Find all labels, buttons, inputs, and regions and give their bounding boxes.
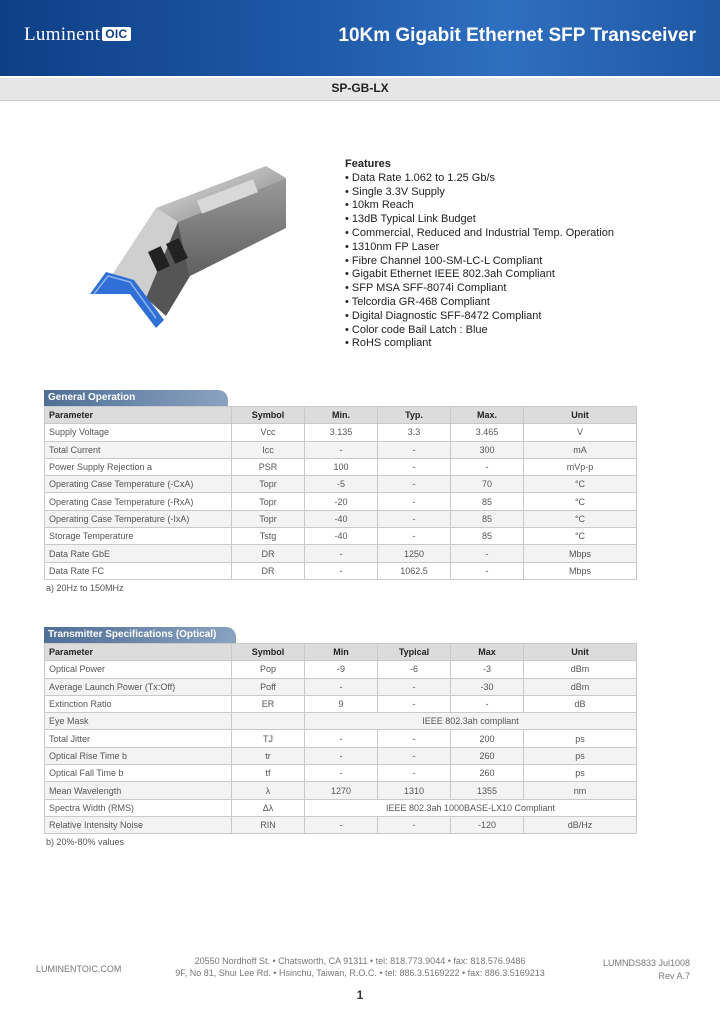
feature-item: • 10km Reach: [345, 199, 414, 212]
table-cell: -: [305, 562, 378, 579]
table-cell: -: [378, 458, 451, 475]
feature-item: • Fibre Channel 100-SM-LC-L Compliant: [345, 254, 543, 267]
table-cell: dB: [524, 695, 637, 712]
table-cell: [232, 713, 305, 730]
table-cell: -: [378, 816, 451, 833]
table-cell: Data Rate FC: [45, 562, 232, 579]
table-cell: -: [451, 562, 524, 579]
table-cell: Operating Case Temperature (-IxA): [45, 510, 232, 527]
table-cell: Extinction Ratio: [45, 695, 232, 712]
table-cell: DR: [232, 562, 305, 579]
table-row: [45, 562, 637, 579]
table-cell: -: [378, 510, 451, 527]
table-row: [45, 816, 637, 833]
table-cell: 100: [305, 458, 378, 475]
table-cell: 85: [451, 493, 524, 510]
table-cell: Eye Mask: [45, 713, 232, 730]
logo-text: Luminent: [24, 24, 101, 45]
table-cell: -: [305, 678, 378, 695]
table-cell: -: [378, 730, 451, 747]
table-cell: -: [305, 441, 378, 458]
table-cell: 260: [451, 747, 524, 764]
table-cell: Vcc: [232, 424, 305, 441]
table-cell: 9: [305, 695, 378, 712]
table-row: [45, 765, 637, 782]
table-cell: 1355: [451, 782, 524, 799]
table-cell: Δλ: [232, 799, 305, 816]
table-cell: ER: [232, 695, 305, 712]
table-row: [45, 747, 637, 764]
table-row: [45, 476, 637, 493]
table-cell: -: [378, 747, 451, 764]
part-number-bar: [0, 78, 720, 101]
transmitter-title: Transmitter Specifications (Optical): [44, 627, 236, 643]
part-number: SP-GB-LX: [331, 81, 389, 95]
col-header: Min.: [305, 407, 378, 424]
table-cell: mA: [524, 441, 637, 458]
table-cell: Relative Intensity Noise: [45, 816, 232, 833]
table-cell: DR: [232, 545, 305, 562]
table-cell: °C: [524, 510, 637, 527]
table-cell: -: [378, 528, 451, 545]
table-cell: dB/Hz: [524, 816, 637, 833]
table-cell: Pop: [232, 661, 305, 678]
col-header: Typical: [378, 644, 451, 661]
col-header: Max.: [451, 407, 524, 424]
table-cell: -9: [305, 661, 378, 678]
col-header: Symbol: [232, 644, 305, 661]
table-row: [45, 782, 637, 799]
company-logo: [24, 24, 131, 46]
table-cell: -: [378, 765, 451, 782]
table-cell: -: [305, 816, 378, 833]
table-cell: 1270: [305, 782, 378, 799]
table-cell: -40: [305, 510, 378, 527]
table-row: [45, 528, 637, 545]
table-cell: PSR: [232, 458, 305, 475]
footer-doc-info: [603, 957, 690, 983]
feature-item: • Color code Bail Latch : Blue: [345, 323, 488, 336]
table-row: [45, 458, 637, 475]
footer-address-us: 20550 Nordhoff St. • Chatsworth, CA 91311 • tel: 818.773.9044 • fax: 818.576.9486: [194, 956, 526, 966]
table-cell: -6: [378, 661, 451, 678]
table-cell: °C: [524, 493, 637, 510]
table-cell: Optical Power: [45, 661, 232, 678]
table-cell: -: [378, 441, 451, 458]
page-number: 1: [356, 988, 364, 1002]
sfp-transceiver-image: [86, 148, 296, 333]
table-row: [45, 799, 637, 816]
footer-website[interactable]: LUMINENTOIC.COM: [36, 964, 122, 974]
table-cell: λ: [232, 782, 305, 799]
table-cell: Storage Temperature: [45, 528, 232, 545]
table-cell: Tstg: [232, 528, 305, 545]
table-cell: -: [305, 747, 378, 764]
features-list: [345, 158, 614, 351]
feature-item: • Single 3.3V Supply: [345, 185, 445, 198]
document-title: 10Km Gigabit Ethernet SFP Transceiver: [338, 25, 696, 46]
table-cell: -5: [305, 476, 378, 493]
table-row: [45, 730, 637, 747]
table-cell: Supply Voltage: [45, 424, 232, 441]
table-cell: Total Jitter: [45, 730, 232, 747]
feature-item: • Telcordia GR-468 Compliant: [345, 295, 490, 308]
table-cell: -: [305, 545, 378, 562]
feature-item: • 1310nm FP Laser: [345, 240, 440, 253]
table-cell: Optical Rise Time b: [45, 747, 232, 764]
col-header: Unit: [524, 644, 637, 661]
general-operation-title: General Operation: [44, 390, 228, 406]
header-banner: [0, 0, 720, 76]
table-cell: Average Launch Power (Tx:Off): [45, 678, 232, 695]
feature-item: • Gigabit Ethernet IEEE 802.3ah Compliant: [345, 268, 555, 281]
table-cell: 1062.5: [378, 562, 451, 579]
features-heading: Features: [345, 158, 391, 170]
table-cell: ps: [524, 730, 637, 747]
table-cell: tr: [232, 747, 305, 764]
table-cell: Topr: [232, 476, 305, 493]
table-cell: Icc: [232, 441, 305, 458]
table-cell: -: [305, 730, 378, 747]
table-cell: Operating Case Temperature (-RxA): [45, 493, 232, 510]
table-cell: Power Supply Rejection a: [45, 458, 232, 475]
table-cell: -: [451, 545, 524, 562]
feature-item: • SFP MSA SFF-8074i Compliant: [345, 282, 507, 295]
table-cell: 85: [451, 528, 524, 545]
transmitter-note: b) 20%-80% values: [46, 837, 125, 848]
footer-rev: Rev A.7: [658, 971, 690, 981]
table-cell: 260: [451, 765, 524, 782]
footer-address-tw: 9F, No 81, Shui Lee Rd. • Hsinchu, Taiwan, R.O.C. • tel: 886.3.5169222 • fax: 886.3.5169213: [175, 968, 545, 978]
table-row: [45, 493, 637, 510]
table-row: [45, 424, 637, 441]
col-header: Min: [305, 644, 378, 661]
logo-badge: OIC: [102, 27, 130, 41]
table-cell: 300: [451, 441, 524, 458]
col-header: Typ.: [378, 407, 451, 424]
table-cell: Total Current: [45, 441, 232, 458]
table-cell: Optical Fall Time b: [45, 765, 232, 782]
table-cell: -30: [451, 678, 524, 695]
table-row: [45, 695, 637, 712]
table-cell: Mbps: [524, 562, 637, 579]
table-cell: Topr: [232, 510, 305, 527]
feature-item: • RoHS compliant: [345, 337, 432, 350]
table-cell: 70: [451, 476, 524, 493]
table-cell: 85: [451, 510, 524, 527]
table-row: [45, 545, 637, 562]
general-operation-section: [44, 390, 637, 593]
feature-item: • Digital Diagnostic SFF-8472 Compliant: [345, 309, 542, 322]
table-cell: -40: [305, 528, 378, 545]
table-cell: nm: [524, 782, 637, 799]
table-cell: 200: [451, 730, 524, 747]
table-cell: °C: [524, 476, 637, 493]
table-cell: Mbps: [524, 545, 637, 562]
table-cell: Operating Case Temperature (-CxA): [45, 476, 232, 493]
table-cell: -: [451, 695, 524, 712]
feature-item: • Commercial, Reduced and Industrial Temp. Operation: [345, 226, 615, 239]
table-cell: IEEE 802.3ah compliant: [305, 713, 637, 730]
table-row: [45, 661, 637, 678]
transmitter-table: [44, 643, 637, 834]
table-cell: -3: [451, 661, 524, 678]
general-operation-table: [44, 406, 637, 580]
col-header: Unit: [524, 407, 637, 424]
table-cell: -: [378, 695, 451, 712]
table-cell: °C: [524, 528, 637, 545]
col-header: Max: [451, 644, 524, 661]
table-cell: RIN: [232, 816, 305, 833]
footer-doc-id: LUMNDS833 Jul1008: [602, 958, 690, 968]
table-cell: tf: [232, 765, 305, 782]
table-cell: -120: [451, 816, 524, 833]
feature-item: • Data Rate 1.062 to 1.25 Gb/s: [345, 171, 495, 184]
table-cell: 3.465: [451, 424, 524, 441]
table-cell: 1250: [378, 545, 451, 562]
table-cell: Mean Wavelength: [45, 782, 232, 799]
table-row: [45, 441, 637, 458]
general-note: a) 20Hz to 150MHz: [46, 582, 124, 593]
table-cell: TJ: [232, 730, 305, 747]
table-cell: ps: [524, 747, 637, 764]
table-cell: -: [378, 493, 451, 510]
table-cell: -: [305, 765, 378, 782]
table-cell: dBm: [524, 678, 637, 695]
table-row: [45, 678, 637, 695]
col-header: Parameter: [45, 407, 232, 424]
table-cell: Data Rate GbE: [45, 545, 232, 562]
col-header: Symbol: [232, 407, 305, 424]
table-cell: dBm: [524, 661, 637, 678]
table-cell: IEEE 802.3ah 1000BASE-LX10 Compliant: [305, 799, 637, 816]
table-cell: -20: [305, 493, 378, 510]
table-cell: 1310: [378, 782, 451, 799]
table-cell: -: [378, 476, 451, 493]
table-row: [45, 510, 637, 527]
feature-item: • 13dB Typical Link Budget: [345, 213, 476, 226]
col-header: Parameter: [45, 644, 232, 661]
table-cell: V: [524, 424, 637, 441]
table-cell: 3.3: [378, 424, 451, 441]
table-cell: ps: [524, 765, 637, 782]
transmitter-section: [44, 627, 637, 847]
table-cell: -: [451, 458, 524, 475]
table-cell: 3.135: [305, 424, 378, 441]
table-cell: mVp-p: [524, 458, 637, 475]
table-cell: Poff: [232, 678, 305, 695]
table-cell: Topr: [232, 493, 305, 510]
table-cell: -: [378, 678, 451, 695]
table-row: [45, 713, 637, 730]
table-cell: Spectra Width (RMS): [45, 799, 232, 816]
